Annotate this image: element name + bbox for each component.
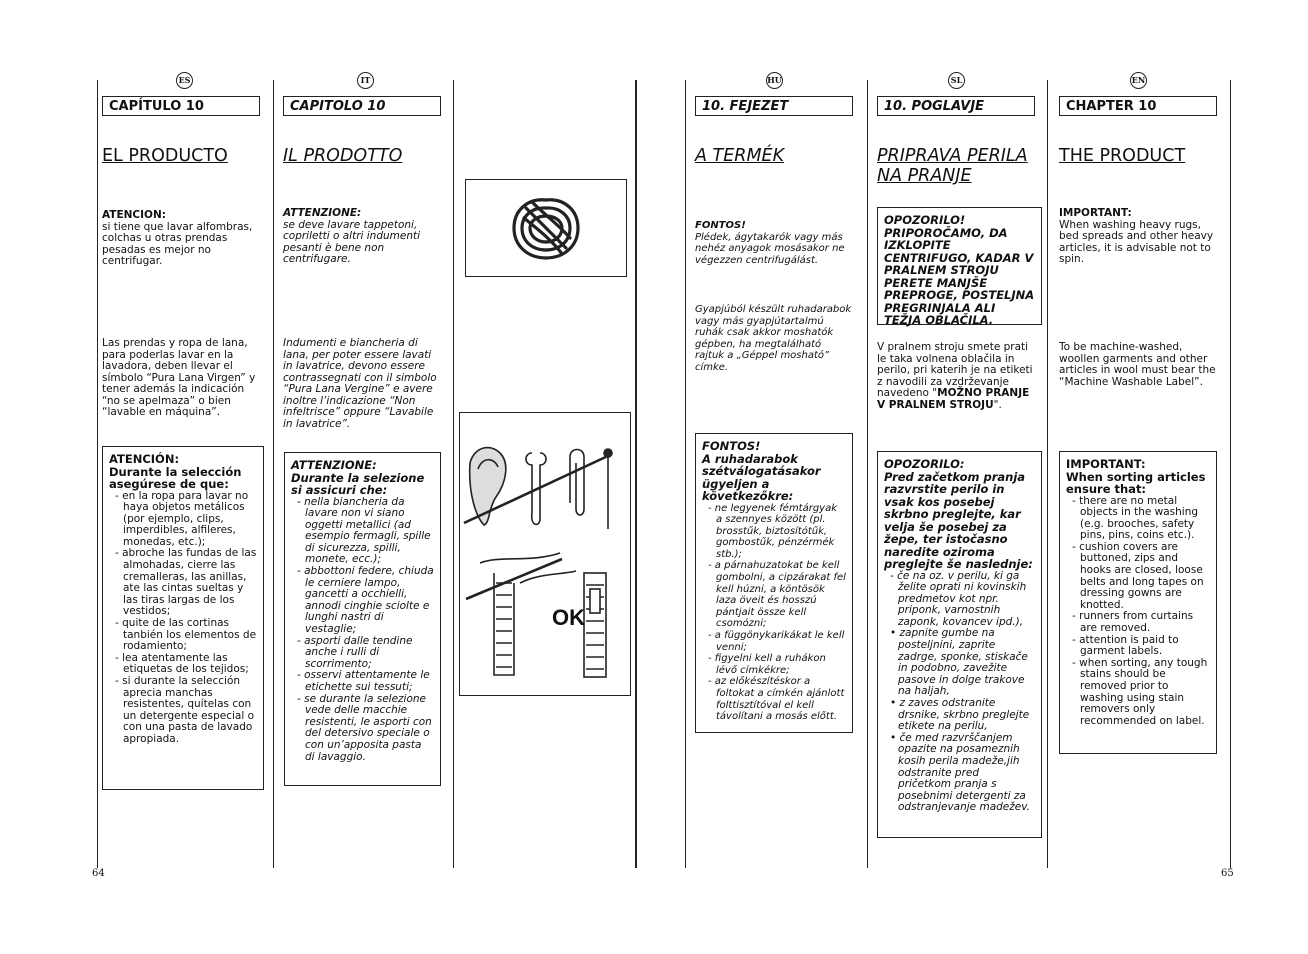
warning-label: FONTOS! (695, 220, 746, 231)
list-item: - abroche las fundas de las almohadas, cierre las cremalleras, las anillas, ate las cintas sueltas y las tiras largas de los vestidos; (115, 547, 257, 618)
column-hu (695, 96, 853, 373)
warning-paragraph (283, 208, 441, 266)
sorting-list (702, 503, 846, 723)
section-title: PRIPRAVA PERILA NA PRANJE (877, 146, 1028, 186)
box-heading: IMPORTANT: (1066, 457, 1146, 471)
chapter-heading: 10. FEJEZET (695, 96, 853, 116)
wool-paragraph: Las prendas y ropa de lana, para poderlas lavar en la lavadora, deben llevar el símbolo “Pura Lana Virgen” y tener además la indicación “no se apelmaza” o bien “lavable en máquina”. (102, 337, 256, 418)
column-rule (867, 80, 868, 868)
warning-paragraph (1059, 208, 1217, 266)
sorting-box-sl (877, 451, 1042, 838)
wool-text: V pralnem stroju smete prati le taka volnena oblačila in perilo, pri katerih je na etiketi z navodili za vzdrževanje navedeno " (877, 341, 1033, 399)
list-item: - az előkészítéskor a foltokat a címkén ajánlott folttisztítóval el kell távolítani a mosás előtt. (708, 676, 845, 723)
language-marker-sl: SL (948, 72, 965, 89)
column-rule (273, 80, 274, 868)
box-subheading: Pred začetkom pranja razvrstite perilo in vsak kos posebej skrbno preglejte, kar velja še posebej za žepe, ter istočasno naredite oziroma preglejte še naslednje: (884, 469, 1033, 571)
language-marker-hu: HU (766, 72, 783, 89)
box-subheading: When sorting articles ensure that: (1066, 469, 1206, 496)
page-gutter-rule (635, 80, 637, 868)
chapter-heading: CHAPTER 10 (1059, 96, 1217, 116)
sorting-illustration (459, 412, 631, 696)
sorting-box-hu (695, 433, 853, 733)
chapter-heading: CAPITOLO 10 (283, 96, 441, 116)
box-heading: ATTENZIONE: (291, 458, 377, 472)
section-title: A TERMÉK (695, 146, 785, 166)
list-item: - osservi attentamente le etichette sui tessuti; (297, 669, 430, 693)
list-item: - there are no metal objects in the washing (e.g. brooches, safety pins, pins, coins etc.). (1072, 494, 1199, 542)
list-item: - quite de las cortinas tanbién los elementos de rodamiento; (115, 617, 257, 653)
sorting-list (109, 491, 257, 746)
wool-paragraph: Gyapjúból készült ruhadarabok vagy más gyapjútartalmú ruhák csak akkor moshatók gépben, ha megtalálható rajtuk a „Géppel mosható” címke. (695, 304, 852, 373)
language-marker-en: EN (1130, 72, 1147, 89)
wool-paragraph: Indumenti e biancheria di lana, per poter essere lavati in lavatrice, devono essere contrassegnati con il simbolo “Pura Lana Vergine” e avere inoltre l’indicazione “Non infeltrisce” oppure “Lavabile in lavatrice”. (283, 337, 437, 430)
column-rule (685, 80, 686, 868)
wool-mark-illustration (465, 179, 627, 277)
list-item: - attention is paid to garment labels. (1072, 633, 1179, 658)
page-number-left: 64 (92, 868, 105, 879)
warning-text: si tiene que lavar alfombras, colchas u otras prendas pesadas es mejor no centrifugar. (102, 220, 253, 267)
box-heading: OPOZORILO: (884, 457, 965, 471)
box-subheading: Durante la selección asegúrese de que: (109, 464, 242, 491)
wool-text-end: ". (993, 398, 1002, 411)
warning-paragraph (102, 210, 260, 268)
warning-label: IMPORTANT: (1059, 207, 1132, 219)
language-marker-es: ES (176, 72, 193, 89)
box-heading: FONTOS! (702, 439, 761, 453)
list-item: - lea atentamente las etiquetas de los tejidos; (115, 651, 249, 676)
language-marker-it: IT (357, 72, 374, 89)
list-item: - ne legyenek fémtárgyak a szennyes között (pl. brosstűk, biztosítótűk, gombostűk, pénzérmék stb.); (708, 502, 838, 560)
list-item: - asporti dalle tendine anche i rulli di scorrimento; (297, 634, 413, 670)
page-number-right: 65 (1221, 868, 1234, 879)
sorting-box-es (102, 446, 264, 790)
box-subheading: A ruhadarabok szétválogatásakor ügyeljen a következőkre: (702, 451, 821, 503)
chapter-heading: 10. POGLAVJE (877, 96, 1035, 116)
wool-paragraph (877, 342, 1035, 411)
warning-label: ATTENZIONE: (283, 207, 362, 219)
sorting-list (291, 497, 434, 764)
sorting-box-en (1059, 451, 1217, 754)
section-title: THE PRODUCT (1059, 146, 1186, 166)
warning-box-text: OPOZORILO! PRIPOROČAMO, DA IZKLOPITE CENTRIFUGO, KADAR V PRALNEM STROJU PERETE MANJŠE PREPROGE, POSTELJNA PREGRINJALA ALI TEŽJA OBLAČILA. (884, 213, 1035, 327)
warning-paragraph (695, 220, 853, 266)
column-rule (1230, 80, 1231, 868)
warning-text: When washing heavy rugs, bed spreads and other heavy articles, it is advisable not to spin. (1059, 218, 1214, 265)
wool-text-bold: MOŽNO PRANJE V PRALNEM STROJU (877, 387, 1030, 411)
wool-paragraph: To be machine-washed, woollen garments and other articles in wool must bear the “Machine Washable Label”. (1059, 341, 1216, 388)
list-item: - si durante la selección aprecia manchas resistentes, quítelas con un detergente especial o con una pasta de lavado apropiada. (115, 675, 255, 745)
list-item: - en la ropa para lavar no haya objetos metálicos (por ejemplo, clips, imperdibles, alfileres, monedas, etc.); (115, 489, 249, 548)
column-rule (453, 80, 454, 868)
list-item: - when sorting, any tough stains should be removed prior to washing using stain removers only recommended on label. (1072, 656, 1208, 727)
warning-label: ATENCION: (102, 209, 166, 221)
column-rule (97, 80, 98, 868)
list-item: - a függönykarikákat le kell venni; (708, 630, 845, 653)
list-item: • z zaves odstranite drsnike, skrbno preglejte etikete na perilu, (890, 697, 1030, 733)
warning-text: se deve lavare tappetoni, copriletti o altri indumenti pesanti è bene non centrifugare. (283, 218, 421, 265)
sorting-list (884, 571, 1035, 814)
list-item: - nella biancheria da lavare non vi siano oggetti metallici (ad esempio fermagli, spille di sicurezza, spilli, monete, ecc.); (297, 495, 431, 566)
column-rule (1047, 80, 1048, 868)
list-item: - a párnahuzatokat be kell gombolni, a cipzárakat fel kell húzni, a köntösök laza öveit és hosszú pántjait össze kell csomózni; (708, 560, 846, 630)
chapter-heading: CAPÍTULO 10 (102, 96, 260, 116)
list-item: - cushion covers are buttoned, zips and hooks are closed, loose belts and long tapes on dressing gowns are knotted. (1072, 540, 1204, 611)
list-item: - figyelni kell a ruhákon lévő címkékre; (708, 653, 826, 676)
sorting-items-drawing (460, 413, 630, 695)
section-title: EL PRODUCTO (102, 146, 228, 166)
box-subheading: Durante la selezione si assicuri che: (291, 470, 425, 497)
list-item: - runners from curtains are removed. (1072, 610, 1194, 635)
section-title: IL PRODOTTO (283, 146, 403, 166)
sorting-box-it (284, 452, 441, 786)
box-heading: ATENCIÓN: (109, 452, 180, 466)
ok-label: OK (552, 605, 585, 630)
list-item: • če med razvrščanjem opazite na posameznih kosih perila madeže,jih odstranite pred pričetkom pranja s posebnimi detergenti za odstranjevanje madežev. (890, 731, 1030, 814)
list-item: - abbottoni federe, chiuda le cerniere lampo, gancetti a occhielli, annodi cinghie sciolte e lunghi nastri di vestaglie; (297, 565, 434, 636)
warning-text: Plédek, ágytakarók vagy más nehéz anyagok mosásakor ne végezzen centrifugálást. (695, 231, 845, 266)
list-item: - se durante la selezione vede delle macchie resistenti, le asporti con del detersivo speciale o con un’apposita pasta di lavaggio. (297, 692, 432, 763)
list-item: - če na oz. v perilu, ki ga želite oprati ni kovinskih predmetov kot npr. priponk, varnostnih zaponk, kovancev ipd.), (890, 569, 1027, 628)
column-es (102, 96, 260, 418)
warning-box-sl (877, 207, 1042, 325)
sorting-list (1066, 496, 1210, 728)
list-item: • zapnite gumbe na posteljnini, zaprite zadrge, sponke, stiskače in podobno, zavežite pasove in dolge trakove na haljah, (890, 627, 1028, 698)
column-it (283, 96, 441, 430)
column-en (1059, 96, 1217, 388)
wool-mark-icon (466, 180, 626, 276)
